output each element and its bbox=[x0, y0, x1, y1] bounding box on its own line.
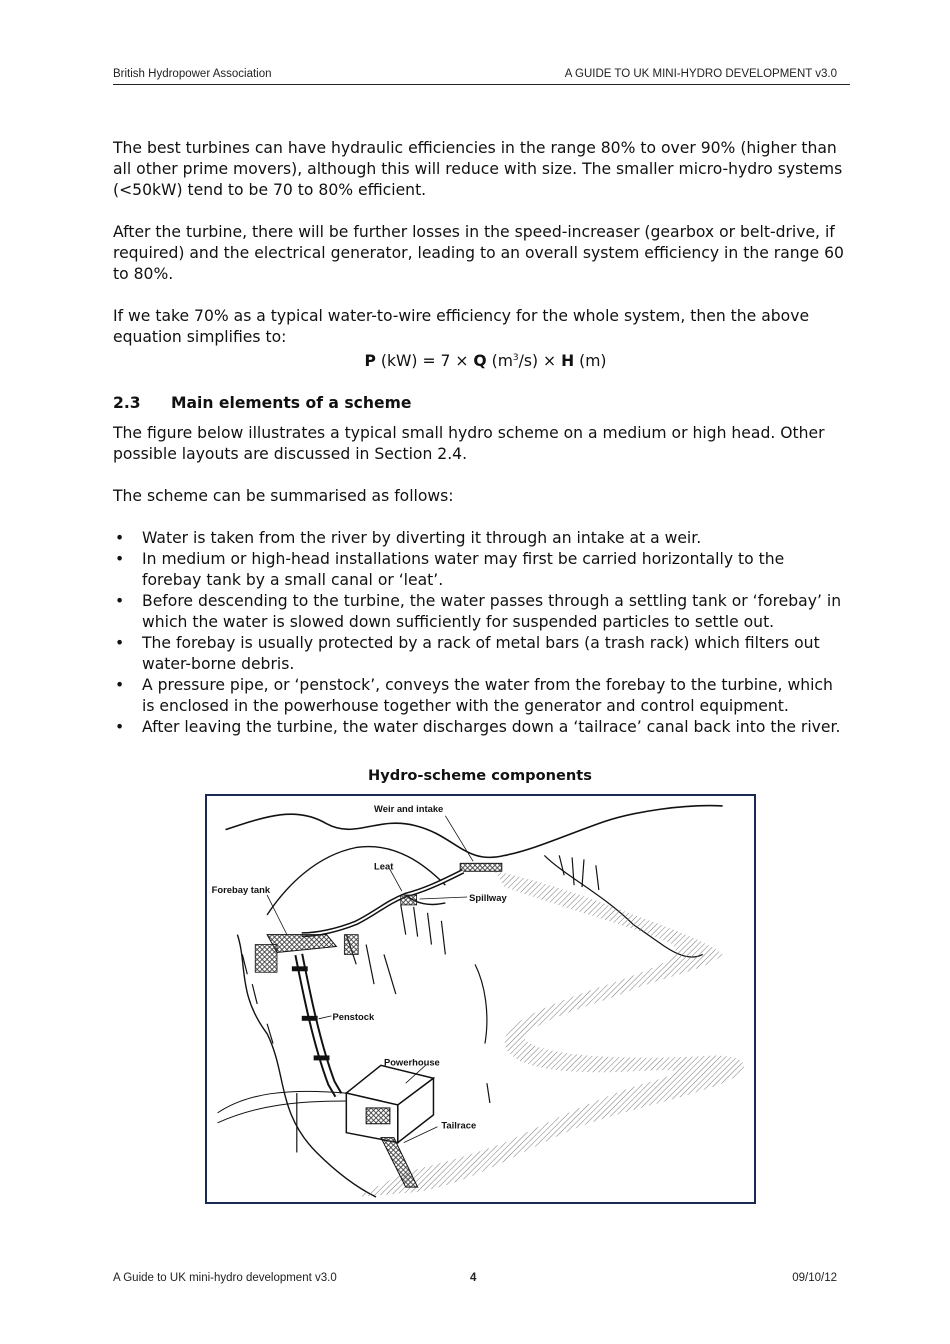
header-left: British Hydropower Association bbox=[113, 68, 272, 80]
eq-q: Q bbox=[473, 352, 487, 371]
list-item: • After leaving the turbine, the water discharges down a ‘tailrace’ canal back into the river. bbox=[113, 717, 848, 738]
paragraph-losses: After the turbine, there will be further losses in the speed-increaser (gearbox or belt-drive, if required) and the electrical generator, leading to an overall system efficiency in the range 60 to 80%. bbox=[113, 223, 844, 283]
label-forebay: Forebay tank bbox=[211, 884, 271, 896]
header-right: A GUIDE TO UK MINI-HYDRO DEVELOPMENT v3.0 bbox=[564, 68, 837, 80]
list-item: • A pressure pipe, or ‘penstock’, conveys the water from the forebay to the turbine, which is enclosed in the powerhouse together with the generator and control equipment. bbox=[113, 675, 848, 717]
forebay-wall bbox=[344, 935, 358, 955]
section-heading bbox=[113, 393, 848, 414]
eq-q-sup: 3 bbox=[512, 353, 519, 363]
label-weir: Weir and intake bbox=[374, 802, 444, 814]
section-summary: The scheme can be summarised as follows: bbox=[113, 487, 454, 506]
eq-q-unit-a: (m bbox=[486, 352, 513, 371]
footer-left: A Guide to UK mini-hydro development v3.0 bbox=[113, 1272, 337, 1284]
eq-h-unit: (m) bbox=[574, 352, 607, 371]
header-rule bbox=[113, 84, 850, 85]
river bbox=[356, 871, 744, 1197]
forebay-tank bbox=[267, 935, 336, 953]
mountain-ridge bbox=[226, 806, 723, 858]
label-penstock: Penstock bbox=[332, 1010, 375, 1022]
mountain-ridge-2 bbox=[267, 847, 445, 915]
page-number: 4 bbox=[470, 1272, 477, 1284]
power-line-2 bbox=[218, 1101, 347, 1123]
section-number: 2.3 bbox=[113, 394, 141, 413]
power-equation bbox=[113, 348, 848, 372]
label-powerhouse: Powerhouse bbox=[383, 1056, 440, 1068]
leat-channel bbox=[302, 871, 463, 934]
weir-structure bbox=[460, 863, 502, 871]
label-tailrace: Tailrace bbox=[441, 1119, 477, 1131]
hydro-scheme-illustration bbox=[207, 796, 754, 1202]
section-title: Main elements of a scheme bbox=[171, 394, 412, 413]
generator bbox=[366, 1108, 390, 1124]
hydro-scheme-figure bbox=[205, 794, 756, 1204]
eq-h: H bbox=[561, 352, 575, 371]
list-item: • In medium or high-head installations water may first be carried horizontally to the forebay tank by a small canal or ‘leat’. bbox=[113, 549, 848, 591]
footer-date: 09/10/12 bbox=[792, 1272, 837, 1284]
power-line bbox=[218, 1091, 347, 1113]
list-item: • Water is taken from the river by diverting it through an intake at a weir. bbox=[113, 528, 848, 549]
label-spillway: Spillway bbox=[469, 891, 507, 903]
label-leat: Leat bbox=[374, 860, 394, 872]
paragraph-typical: If we take 70% as a typical water-to-wire efficiency for the whole system, then the above equation simplifies to: bbox=[113, 307, 810, 346]
eq-q-unit-b: /s) × bbox=[518, 352, 562, 371]
figure-caption: Hydro-scheme components bbox=[368, 767, 592, 784]
components-list bbox=[113, 528, 848, 738]
page-content bbox=[113, 138, 848, 738]
eq-p-unit: (kW) = 7 × bbox=[375, 352, 474, 371]
paragraph-efficiency: The best turbines can have hydraulic efficiencies in the range 80% to over 90% (higher than all other prime movers), although this will reduce with size. The smaller micro-hydro systems (<50kW) tend to be 70 to 80% efficient. bbox=[113, 139, 843, 199]
trash-rack bbox=[255, 945, 277, 973]
section-intro: The figure below illustrates a typical small hydro scheme on a medium or high head. Other possible layouts are discussed in Section 2.4. bbox=[113, 424, 825, 464]
spillway-grate bbox=[401, 895, 417, 905]
eq-p: P bbox=[364, 352, 376, 371]
list-item: • The forebay is usually protected by a rack of metal bars (a trash rack) which filters out water-borne debris. bbox=[113, 633, 848, 675]
list-item: • Before descending to the turbine, the water passes through a settling tank or ‘forebay’ in which the water is slowed down sufficiently for suspended particles to settle out. bbox=[113, 591, 848, 633]
